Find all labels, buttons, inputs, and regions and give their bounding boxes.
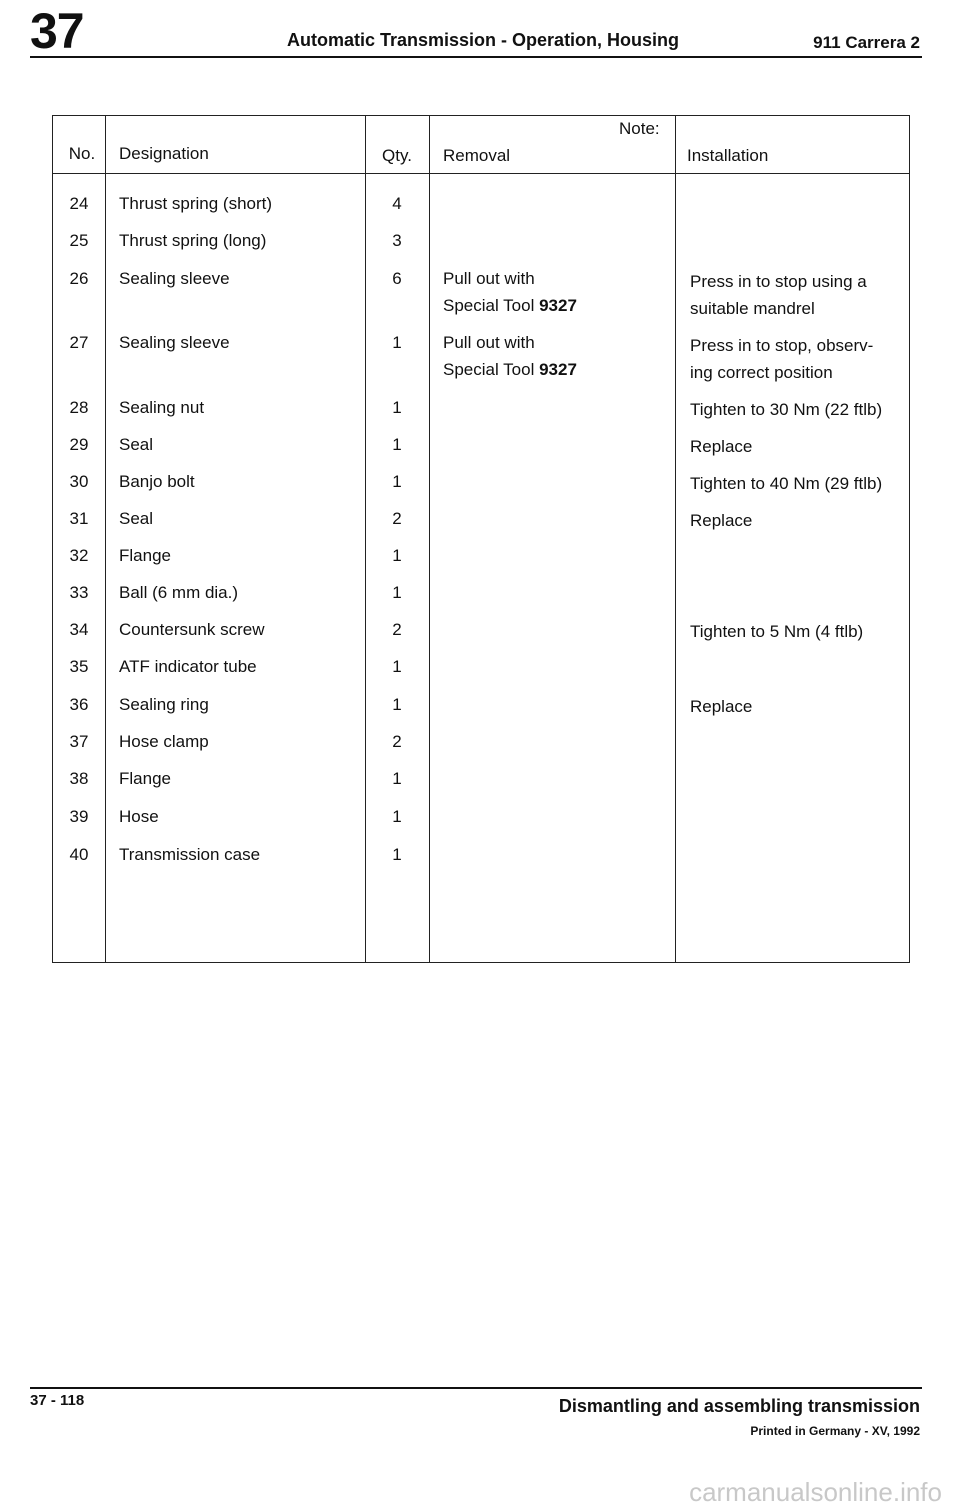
row-designation: Sealing sleeve: [119, 333, 230, 352]
row-number: 27: [69, 333, 89, 352]
column-header-installation: Installation: [687, 146, 769, 165]
row-number: 25: [69, 231, 89, 250]
column-header-qty: Qty.: [382, 146, 412, 165]
row-installation: Press in to stop, observ-: [690, 336, 874, 355]
row-quantity: 2: [392, 509, 402, 528]
row-quantity: 1: [392, 333, 402, 352]
row-number: 38: [69, 769, 89, 788]
row-quantity: 1: [392, 435, 402, 454]
row-number: 40: [69, 845, 89, 864]
tool-number: 9327: [539, 296, 577, 315]
row-designation: Sealing sleeve: [119, 269, 230, 288]
row-quantity: 1: [392, 695, 402, 714]
row-designation: Thrust spring (long): [119, 231, 267, 250]
row-designation: Banjo bolt: [119, 472, 195, 491]
row-number: 26: [69, 269, 89, 288]
row-designation: Hose clamp: [119, 732, 209, 751]
row-removal: Pull out with: [443, 269, 535, 288]
row-number: 34: [69, 620, 89, 639]
row-designation: Countersunk screw: [119, 620, 265, 639]
row-quantity: 1: [392, 769, 402, 788]
row-number: 30: [69, 472, 89, 491]
row-installation: Tighten to 30 Nm (22 ftlb): [690, 400, 883, 419]
row-number: 39: [69, 807, 89, 826]
watermark: carmanualsonline.info: [689, 1477, 942, 1507]
page-title: Automatic Transmission - Operation, Housing: [287, 30, 680, 50]
row-designation: Seal: [119, 435, 154, 454]
row-installation: Tighten to 5 Nm (4 ftlb): [690, 622, 864, 641]
row-designation: Ball (6 mm dia.): [119, 583, 239, 602]
row-designation: Sealing ring: [119, 695, 209, 714]
row-quantity: 3: [392, 231, 402, 250]
row-quantity: 6: [392, 269, 402, 288]
section-number: 37: [30, 3, 84, 59]
row-quantity: 2: [392, 732, 402, 751]
row-number: 29: [69, 435, 89, 454]
row-designation: ATF indicator tube: [119, 657, 257, 676]
row-installation-cont: ing correct position: [690, 363, 833, 382]
tool-prefix: Special Tool: [443, 296, 540, 315]
row-number: 35: [69, 657, 89, 676]
row-number: 37: [69, 732, 89, 751]
row-installation: Replace: [690, 511, 753, 530]
footer-title: Dismantling and assembling transmission: [558, 1396, 920, 1416]
row-installation: Tighten to 40 Nm (29 ftlb): [690, 474, 883, 493]
row-designation: Thrust spring (short): [119, 194, 273, 213]
column-header-note: Note:: [619, 119, 660, 138]
row-designation: Seal: [119, 509, 154, 528]
row-quantity: 4: [392, 194, 402, 213]
row-quantity: 1: [392, 546, 402, 565]
row-installation: Press in to stop using a: [690, 272, 867, 291]
footer-rule: [30, 1387, 922, 1389]
row-installation: Replace: [690, 437, 753, 456]
row-designation: Hose: [119, 807, 159, 826]
page-number: 37 - 118: [30, 1392, 85, 1409]
column-header-removal: Removal: [443, 146, 511, 165]
row-removal-tool: [443, 293, 673, 318]
header-rule: [30, 56, 922, 58]
row-removal: Pull out with: [443, 333, 535, 352]
row-number: 24: [69, 194, 89, 213]
column-divider: [429, 116, 430, 962]
row-number: 28: [69, 398, 89, 417]
row-designation: Sealing nut: [119, 398, 205, 417]
row-quantity: 1: [392, 398, 402, 417]
row-number: 32: [69, 546, 89, 565]
model-name: 911 Carrera 2: [813, 33, 920, 52]
column-header-designation: Designation: [119, 144, 209, 163]
row-quantity: 1: [392, 807, 402, 826]
row-installation: Replace: [690, 697, 753, 716]
parts-table: [52, 115, 910, 963]
row-number: 33: [69, 583, 89, 602]
row-removal-tool: [443, 357, 673, 382]
tool-prefix: Special Tool: [443, 360, 540, 379]
row-number: 36: [69, 695, 89, 714]
tool-number: 9327: [539, 360, 577, 379]
row-installation-cont: suitable mandrel: [690, 299, 815, 318]
row-number: 31: [69, 509, 89, 528]
header-divider: [53, 173, 909, 174]
column-header-no: No.: [68, 144, 96, 163]
column-divider: [105, 116, 106, 962]
row-designation: Flange: [119, 546, 171, 565]
row-designation: Flange: [119, 769, 171, 788]
column-divider: [675, 116, 676, 962]
row-designation: Transmission case: [119, 845, 261, 864]
row-quantity: 2: [392, 620, 402, 639]
row-quantity: 1: [392, 657, 402, 676]
print-info: Printed in Germany - XV, 1992: [750, 1424, 920, 1438]
row-quantity: 1: [392, 845, 402, 864]
row-quantity: 1: [392, 472, 402, 491]
row-quantity: 1: [392, 583, 402, 602]
